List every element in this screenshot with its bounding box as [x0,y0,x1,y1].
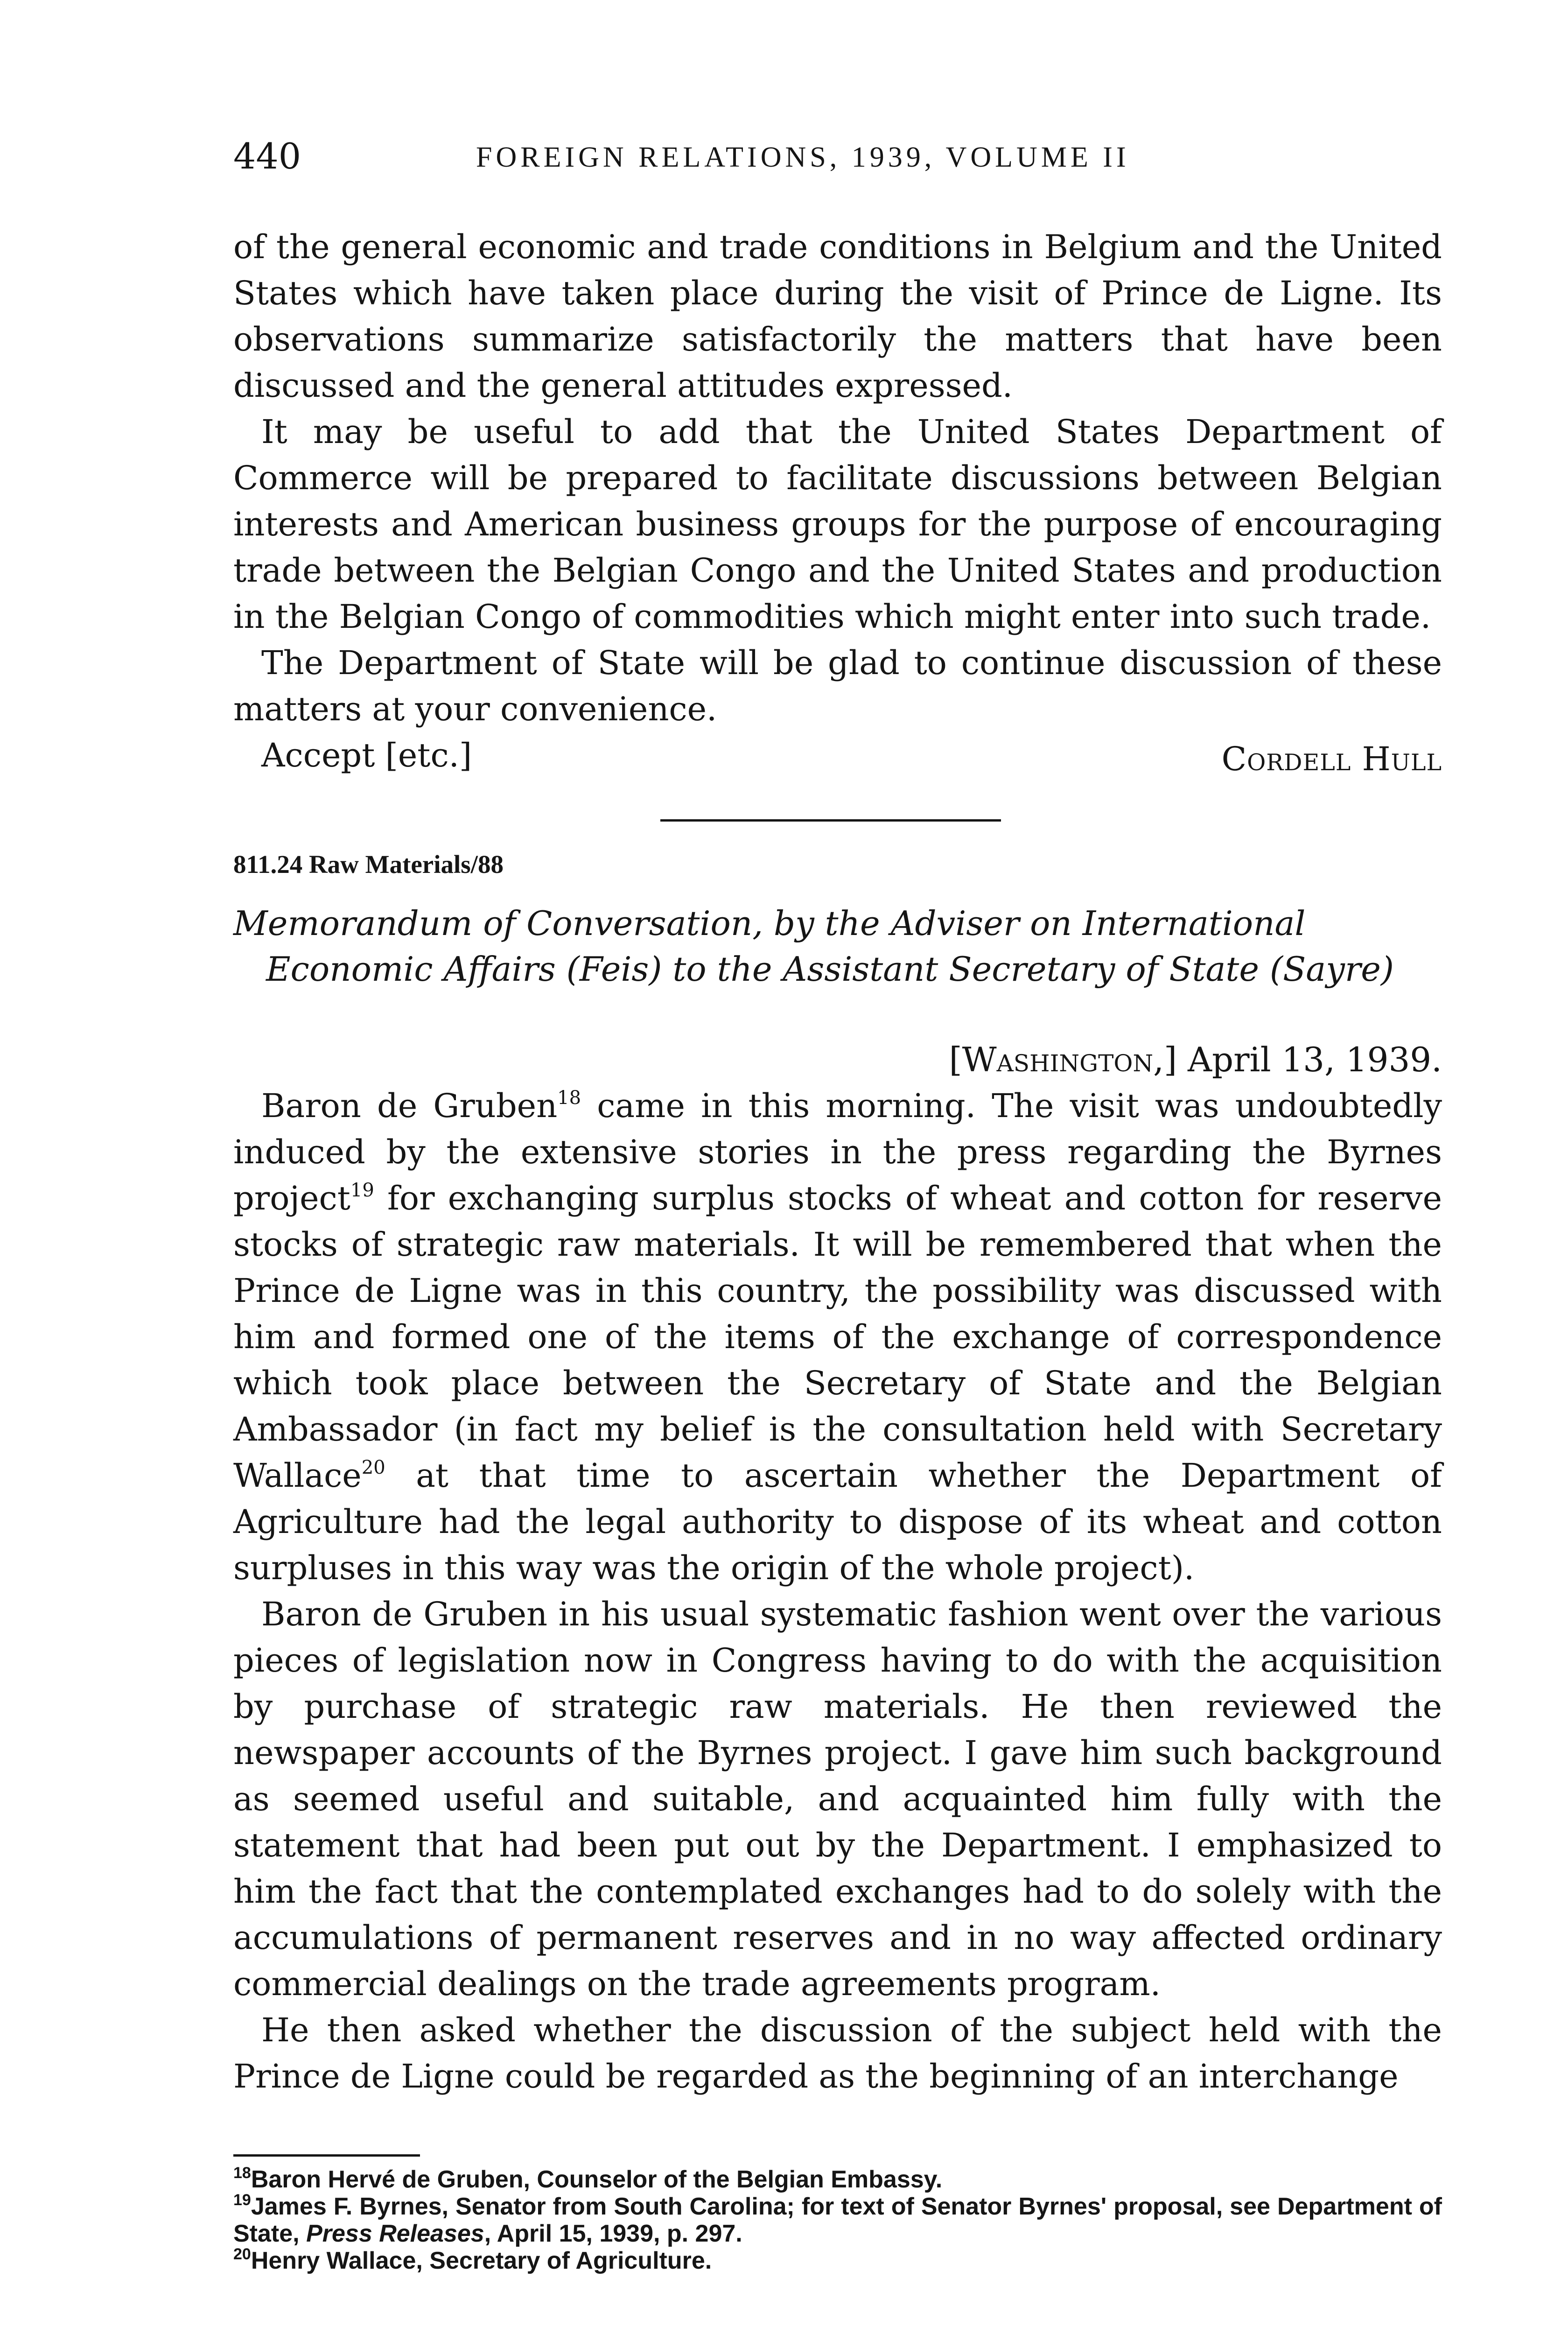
file-number: 811.24 Raw Materials/88 [233,850,504,879]
footnote-text: , April 15, 1939, p. 297. [484,2220,742,2247]
footnote-text: Baron Hervé de Gruben, Counselor of the Belgian Embassy. [251,2166,943,2193]
body-text-segment: came in this morning. The visit was undoubtedly induced by the extensive stories in the press regarding the Byrnes project [233,1087,1442,1217]
page-content [233,224,1442,2100]
footnote-rule [233,2154,420,2157]
document-title: Memorandum of Conversation, by the Adviser on International Economic Affairs (Feis) to the Assistant Secretary of State (Sayre) [233,904,1394,989]
letter-closing [233,732,1442,785]
closing-text: Accept [etc.] [261,736,472,774]
memo-paragraph-1 [233,1083,1442,1591]
section-divider [660,819,1001,822]
footnotes [233,2166,1442,2274]
footnote-italic-title: Press Releases [306,2220,484,2247]
letter-paragraph-2: It may be useful to add that the United States Department of Commerce will be prepared to facilitate discussions between Belgian interests and American business groups for the purpose of encouraging trade between the Belgian Congo and the United States and production in the Belgian Congo of commodities which might enter into such trade. [233,413,1442,636]
footnote-mark: 20 [233,2245,251,2263]
page-header [233,135,1442,191]
footnote-ref-19: 19 [350,1180,374,1201]
body-text-segment: at that time to ascertain whether the Department of Agriculture had the legal authority to dispose of its wheat and cotton surpluses in this way was the origin of the whole project). [233,1456,1442,1587]
dateline [233,1037,1442,1083]
memo-paragraph-3: He then asked whether the discussion of the subject held with the Prince de Ligne could be regarded as the beginning of an interchange [233,2011,1442,2095]
letter-paragraph-3: The Department of State will be glad to continue discussion of these matters at your convenience. [233,644,1442,728]
signature: Cordell Hull [1221,740,1442,778]
body-text-segment: Baron de Gruben [261,1087,558,1125]
footnote-text: James F. Byrnes, Senator from South Carolina; for text of Senator Byrnes' proposal, see Department of State, [233,2193,1442,2247]
letter-paragraph-1: of the general economic and trade conditions in Belgium and the United States which have taken place during the visit of Prince de Ligne. Its observations summarize satisfactorily the matters that have been discussed and the general attitudes expressed. [233,228,1442,405]
footnote-text: Henry Wallace, Secretary of Agriculture. [251,2247,712,2274]
footnote-ref-18: 18 [557,1087,581,1109]
body-text-segment: for exchanging surplus stocks of wheat and cotton for reserve stocks of strategic raw materials. It will be remembered that when the Prince de Ligne was in this country, the possibility was discussed with him and formed one of the items of the exchange of correspondence which took place between the Secretary of State and the Belgian Ambassador (in fact my belief is the consultation held with Secretary Wallace [233,1179,1442,1495]
footnote-ref-20: 20 [361,1457,385,1478]
dateline-place: [Washington,] [949,1040,1177,1079]
memo-paragraph-2: Baron de Gruben in his usual systematic fashion went over the various pieces of legislation now in Congress having to do with the acquisition by purchase of strategic raw materials. He then reviewed the newspaper accounts of the Byrnes project. I gave him such background as seemed useful and suitable, and acquainted him fully with the statement that had been put out by the Department. I emphasized to him the fact that the contemplated exchanges had to do solely with the accumulations of permanent reserves and in no way affected ordinary commercial dealings on the trade agreements program. [233,1595,1442,2003]
footnote-18 [233,2166,1442,2193]
footnote-20 [233,2247,1442,2274]
footnote-19 [233,2193,1442,2247]
footnote-mark: 19 [233,2191,251,2209]
dateline-date: April 13, 1939. [1188,1040,1442,1079]
page-number: 440 [233,135,301,177]
footnote-mark: 18 [233,2164,251,2182]
running-title: FOREIGN RELATIONS, 1939, VOLUME II [476,141,1130,173]
